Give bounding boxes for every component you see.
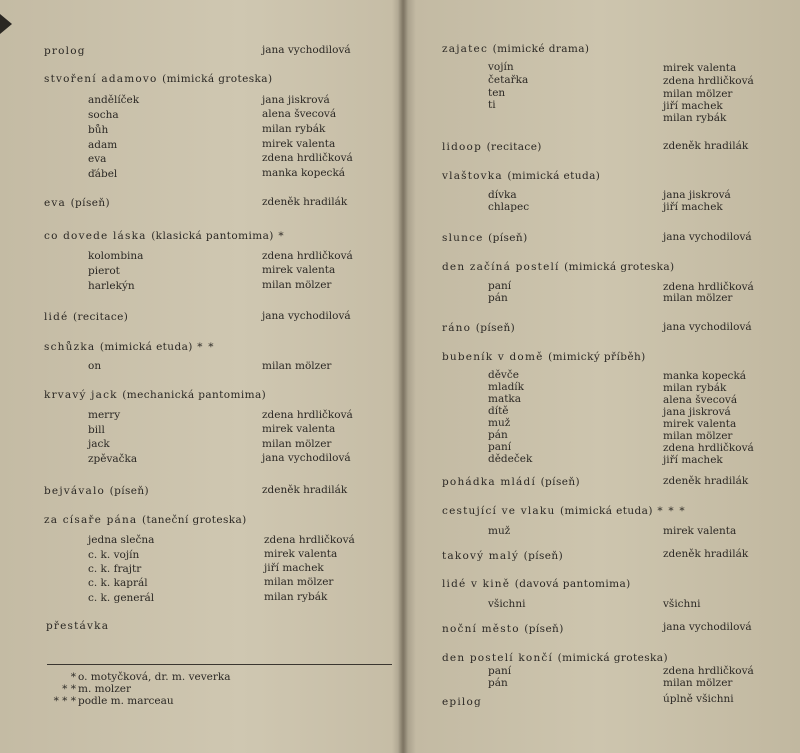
role-name: merry (88, 409, 121, 421)
item-title: takový malý (píseň) (442, 550, 564, 562)
performer-name: jana vychodilová (262, 310, 351, 322)
role-name: ďábel (88, 168, 118, 180)
performer-name: milan mölzer (262, 438, 332, 450)
performer-name: manka kopecká (663, 370, 747, 382)
role-name: pán (488, 677, 508, 689)
footnote-rule (47, 664, 392, 665)
item-title: den začíná postelí (mimická groteska) (442, 261, 675, 273)
performer-name: mirek valenta (262, 423, 336, 435)
performer-name: milan mölzer (663, 88, 733, 100)
role-name: děvče (488, 369, 519, 381)
role-name: pán (488, 292, 508, 304)
role-name: c. k. frajtr (88, 563, 142, 575)
performer-name: jiří machek (663, 201, 723, 213)
performer-name: mirek valenta (264, 548, 338, 560)
role-name: paní (488, 280, 512, 292)
footnote-text: o. motyčková, dr. m. veverka (78, 671, 231, 683)
performer-name: jana vychodilová (262, 44, 351, 56)
corner-mark (0, 14, 12, 34)
item-title: za císaře pána (taneční groteska) (44, 514, 247, 526)
footnote-text: m. molzer (78, 683, 132, 695)
role-name: všichni (488, 598, 526, 610)
performer-name: milan rybák (663, 112, 727, 124)
role-name: matka (488, 393, 522, 405)
performer-name: jana vychodilová (663, 231, 752, 243)
performer-name: všichni (663, 598, 701, 610)
performer-name: zdeněk hradilák (663, 140, 749, 152)
item-title: slunce (píseň) (442, 232, 528, 244)
performer-name: zdena hrdličková (262, 250, 353, 262)
performer-name: jiří machek (663, 454, 723, 466)
performer-name: zdeněk hradilák (663, 475, 749, 487)
role-name: ten (488, 87, 506, 99)
role-name: dítě (488, 405, 509, 417)
performer-name: mirek valenta (262, 264, 336, 276)
item-title: den postelí končí (mimická groteska) (442, 652, 668, 664)
performer-name: mirek valenta (663, 525, 737, 537)
role-name: jedna slečna (88, 534, 155, 546)
item-title: prolog (44, 45, 86, 57)
performer-name: jana jiskrová (663, 406, 731, 418)
performer-name: jana jiskrová (663, 189, 731, 201)
performer-name: jana vychodilová (262, 452, 351, 464)
performer-name: mirek valenta (663, 62, 737, 74)
role-name: zpěvačka (88, 453, 138, 465)
performer-name: jana vychodilová (663, 621, 752, 633)
item-title: noční město (píseň) (442, 623, 564, 635)
performer-name: zdeněk hradilák (262, 196, 348, 208)
performer-name: milan mölzer (262, 360, 332, 372)
performer-name: milan rybák (264, 591, 328, 603)
item-title: co dovede láska (klasická pantomima) * (44, 230, 285, 242)
item-title: cestující ve vlaku (mimická etuda) * * * (442, 505, 686, 517)
item-title: eva (píseň) (44, 197, 110, 209)
role-name: muž (488, 525, 511, 537)
role-name: paní (488, 441, 512, 453)
role-name: vojín (488, 61, 514, 73)
performer-name: zdena hrdličková (262, 152, 353, 164)
performer-name: zdena hrdličková (262, 409, 353, 421)
item-title: stvoření adamovo (mimická groteska) (44, 73, 273, 85)
item-title: lidoop (recitace) (442, 141, 542, 153)
performer-name: milan mölzer (264, 576, 334, 588)
performer-name: zdena hrdličková (264, 534, 355, 546)
role-name: c. k. kaprál (88, 577, 148, 589)
performer-name: zdena hrdličková (663, 665, 754, 677)
role-name: bill (88, 424, 105, 436)
performer-name: manka kopecká (262, 167, 346, 179)
role-name: kolombina (88, 250, 144, 262)
item-title: schůzka (mimická etuda) * * (44, 341, 215, 353)
role-name: dívka (488, 189, 517, 201)
performer-name: milan mölzer (663, 292, 733, 304)
role-name: on (88, 360, 102, 372)
page-fold (398, 0, 408, 753)
item-title: pohádka mládí (píseň) (442, 476, 580, 488)
performer-name: mirek valenta (262, 138, 336, 150)
item-title: ráno (píseň) (442, 322, 516, 334)
performer-name: milan rybák (663, 382, 727, 394)
performer-name: zdeněk hradilák (262, 484, 348, 496)
performer-name: alena švecová (262, 108, 337, 120)
role-name: muž (488, 417, 511, 429)
role-name: mladík (488, 381, 525, 393)
performer-name: milan mölzer (262, 279, 332, 291)
performer-name: alena švecová (663, 394, 738, 406)
role-name: socha (88, 109, 119, 121)
role-name: pierot (88, 265, 120, 277)
role-name: dědeček (488, 453, 533, 465)
role-name: c. k. vojín (88, 549, 140, 561)
performer-name: zdeněk hradilák (663, 548, 749, 560)
role-name: jack (88, 438, 110, 450)
performer-name: jana vychodilová (663, 321, 752, 333)
role-name: harlekýn (88, 280, 135, 292)
item-title: bubeník v domě (mimický příběh) (442, 351, 646, 363)
performer-name: milan rybák (262, 123, 326, 135)
performer-name: jiří machek (663, 100, 723, 112)
role-name: chlapec (488, 201, 530, 213)
footnote-mark: * * * (53, 695, 76, 707)
item-title: lidé (recitace) (44, 311, 129, 323)
role-name: četařka (488, 74, 529, 86)
item-title: vlaštovka (mimická etuda) (442, 170, 601, 182)
item-title: epilog (442, 696, 482, 708)
item-title: přestávka (46, 620, 110, 632)
item-title: lidé v kině (davová pantomima) (442, 578, 631, 590)
performer-name: jiří machek (264, 562, 324, 574)
role-name: paní (488, 665, 512, 677)
performer-name: zdena hrdličková (663, 442, 754, 454)
role-name: eva (88, 153, 107, 165)
footnote-mark: * (70, 671, 76, 683)
item-title: bejvávalo (píseň) (44, 485, 150, 497)
performer-name: milan mölzer (663, 430, 733, 442)
performer-name: mirek valenta (663, 418, 737, 430)
role-name: adam (88, 139, 118, 151)
role-name: andělíček (88, 94, 140, 106)
performer-name: úplně všichni (663, 693, 734, 705)
role-name: pán (488, 429, 508, 441)
performer-name: milan mölzer (663, 677, 733, 689)
role-name: ti (488, 99, 496, 111)
performer-name: zdena hrdličková (663, 281, 754, 293)
item-title: zajatec (mimické drama) (442, 43, 590, 55)
performer-name: zdena hrdličková (663, 75, 754, 87)
item-title: krvavý jack (mechanická pantomima) (44, 389, 267, 401)
role-name: c. k. generál (88, 592, 155, 604)
footnote-mark: * * (62, 683, 76, 695)
performer-name: jana jiskrová (262, 94, 330, 106)
footnote-text: podle m. marceau (78, 695, 174, 707)
role-name: bůh (88, 124, 109, 136)
